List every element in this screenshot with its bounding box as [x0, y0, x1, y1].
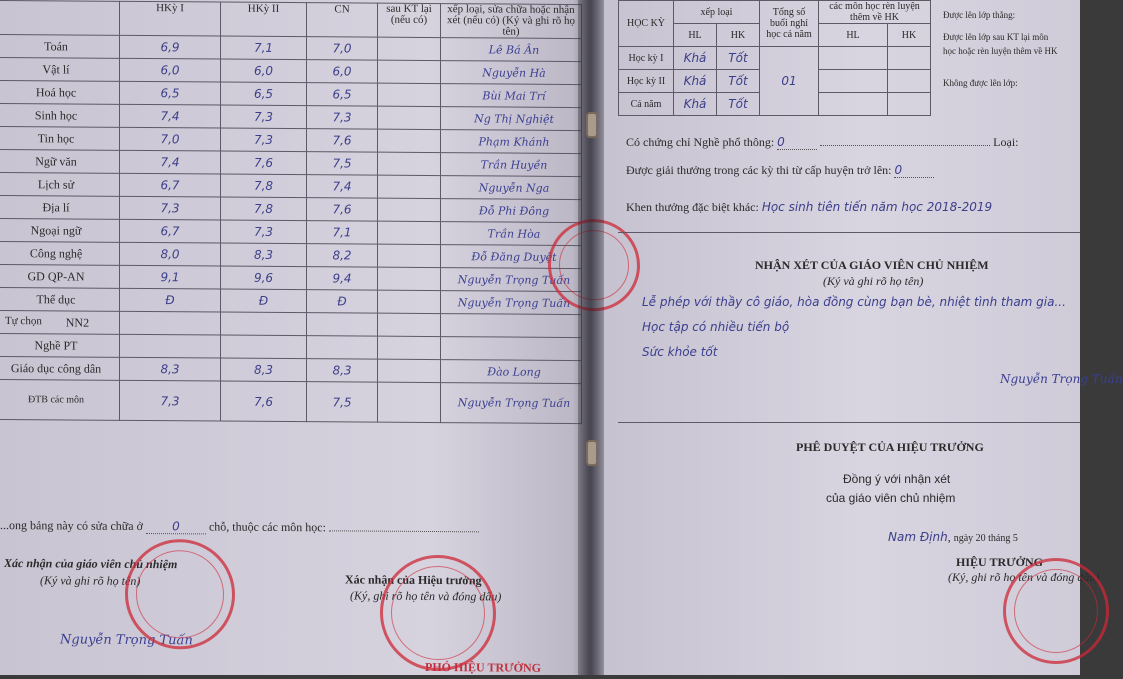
- retest-cell: [378, 83, 441, 106]
- grade-hk2: 8,3: [221, 243, 307, 267]
- grade-hk2: 7,3: [221, 105, 307, 129]
- retest-cell: [378, 60, 441, 83]
- grade-hk1: 6,0: [120, 58, 221, 82]
- grade-hk1: 7,4: [120, 104, 221, 128]
- correction-line: [0, 518, 479, 536]
- col-hk2: HKỳ II: [221, 2, 307, 37]
- school-seal-stamp: [1003, 558, 1109, 664]
- subject-name: Ngữ văn: [0, 149, 120, 173]
- grade-cn: 7,3: [307, 106, 378, 129]
- grade-hk2: 7,3: [221, 128, 307, 152]
- right-page: [598, 0, 1123, 675]
- grade-hk1: 8,3: [120, 357, 221, 381]
- teacher-signature: Nguyễn Trọng Tuấn: [441, 291, 582, 315]
- principal-confirm-title: Xác nhận của Hiệu trưởng: [345, 572, 482, 588]
- col-subject: [0, 0, 120, 35]
- principal-hint: (Ký, ghi rõ họ tên và đóng dấu): [948, 570, 1100, 584]
- col-semester: HỌC KỲ: [619, 1, 674, 47]
- special-award-label: Khen thưởng đặc biệt khác:: [626, 200, 759, 214]
- school-seal-stamp: [380, 555, 496, 672]
- subject-name: Tin học: [0, 126, 120, 150]
- col-retest: sau KT lại (nếu có): [378, 3, 441, 37]
- award-value: 0: [894, 163, 934, 178]
- promotion-line: Được lên lớp thẳng:: [943, 10, 1016, 20]
- elective-item: Nghề PT: [0, 333, 120, 357]
- grade-hk2: 6,5: [221, 82, 307, 106]
- teacher-signature: Đào Long: [441, 360, 582, 384]
- certificate-type-label: Loại:: [993, 135, 1019, 149]
- section-divider: [618, 422, 1080, 423]
- teacher-signature: Nguyễn Trọng Tuấn: [441, 268, 582, 292]
- dtb-label: ĐTB các môn: [0, 379, 120, 420]
- subject-name: Thể dục: [0, 287, 120, 311]
- grade-hk2: 6,0: [221, 59, 307, 83]
- subject-name: GD QP-AN: [0, 264, 120, 288]
- staple: [586, 440, 598, 466]
- special-award-value: Học sinh tiên tiến năm học 2018-2019: [761, 200, 993, 214]
- dtb-cn: 7,5: [307, 382, 378, 422]
- grade-hk2: 7,8: [221, 197, 307, 221]
- certificate-value: 0: [777, 135, 817, 150]
- grade-hk1: 6,7: [120, 173, 221, 197]
- vice-principal-title: PHÓ HIỆU TRƯỞNG: [425, 659, 542, 675]
- teacher-signature: Nguyễn Nga: [441, 176, 582, 200]
- grade-hk1: 6,7: [120, 219, 221, 243]
- grade-cn: 7,1: [307, 221, 378, 244]
- col-extra-training: các môn học rèn luyện thêm về HK: [819, 1, 931, 24]
- grade-cn: Đ: [307, 290, 378, 313]
- semester-hl: Khá: [674, 70, 717, 93]
- grades-header-row: [0, 0, 582, 38]
- col-hk1: HKỳ I: [120, 1, 221, 36]
- approval-line: của giáo viên chủ nhiệm: [826, 491, 956, 505]
- grade-hk2: Đ: [221, 289, 307, 313]
- grade-cn: 7,4: [307, 175, 378, 198]
- gvcn-comment-heading: NHẬN XÉT CỦA GIÁO VIÊN CHỦ NHIỆM: [755, 258, 989, 272]
- teacher-signature: Trần Hòa: [441, 222, 582, 246]
- grade-cn: 7,0: [307, 37, 378, 60]
- correction-count: 0: [146, 519, 206, 534]
- col-classification: xếp loại: [674, 1, 760, 24]
- subject-name: Sinh học: [0, 103, 120, 127]
- elective-title: Tự chọn: [5, 314, 42, 327]
- col-hk-2: HK: [888, 24, 931, 47]
- elective-label: [0, 310, 120, 334]
- teacher-signature: Nguyễn Hà: [441, 61, 582, 85]
- semester-name: Cả năm: [619, 93, 674, 116]
- subject-name: Địa lí: [0, 195, 120, 219]
- dtb-row: [0, 379, 582, 423]
- semester-hl: Khá: [674, 93, 717, 116]
- subject-name: Vật lí: [0, 57, 120, 81]
- promotion-box: [943, 8, 1080, 90]
- teacher-signature: Đỗ Phi Đông: [441, 199, 582, 223]
- approval-heading: PHÊ DUYỆT CỦA HIỆU TRƯỞNG: [796, 440, 984, 454]
- grade-hk1: 7,0: [120, 127, 221, 151]
- section-divider: [618, 232, 1080, 233]
- retest-cell: [378, 290, 441, 313]
- grade-hk1: 6,5: [120, 81, 221, 105]
- grade-cn: 7,5: [307, 152, 378, 175]
- absence-count: 01: [760, 47, 819, 116]
- special-award-line: [626, 200, 992, 215]
- subject-name: Giáo dục công dân: [0, 356, 120, 380]
- grade-hk2: 7,1: [221, 36, 307, 60]
- gvcn-signature: Nguyễn Trọng Tuấn: [60, 632, 193, 649]
- retest-cell: [378, 359, 441, 382]
- semester-name: Học kỳ I: [619, 47, 674, 70]
- subject-name: Công nghệ: [0, 241, 120, 265]
- promotion-line: Được lên lớp sau KT lại môn: [943, 32, 1049, 42]
- dtb-hk1: 7,3: [120, 380, 221, 421]
- teacher-signature: Bùi Mai Trí: [441, 84, 582, 108]
- grades-table: [0, 0, 582, 424]
- approval-line: Đồng ý với nhận xét: [843, 472, 951, 486]
- retest-cell: [378, 37, 441, 60]
- subject-name: Ngoại ngữ: [0, 218, 120, 242]
- certificate-label: Có chứng chỉ Nghề phổ thông:: [626, 135, 775, 149]
- grade-hk1: 7,3: [120, 196, 221, 220]
- grade-cn: 8,3: [307, 359, 378, 382]
- gvcn-confirm-title: Xác nhận của giáo viên chủ nhiệm: [4, 556, 178, 572]
- certificate-line: [626, 135, 1018, 150]
- grade-hk1: 6,9: [120, 35, 221, 59]
- col-cn: CN: [307, 3, 378, 37]
- grade-hk2: 7,6: [221, 151, 307, 175]
- place-date-line: Nam Định, ngày 20 tháng 5: [888, 530, 1018, 544]
- col-hk: HK: [717, 24, 760, 47]
- teacher-signature: Đỗ Đăng Duyệt: [441, 245, 582, 269]
- teacher-signature: Lê Bá Ân: [441, 38, 582, 62]
- semester-name: Học kỳ II: [619, 70, 674, 93]
- semester-hk: Tốt: [717, 70, 760, 93]
- comment-line: Học tập có nhiều tiến bộ: [642, 320, 790, 334]
- grade-cn: 7,6: [307, 198, 378, 221]
- subject-name: Lịch sử: [0, 172, 120, 196]
- grade-hk2: 9,6: [221, 266, 307, 290]
- semester-hl: Khá: [674, 47, 717, 70]
- award-line: [626, 163, 934, 178]
- promotion-line: học hoặc rèn luyện thêm về HK: [943, 46, 1058, 56]
- grade-cn: 7,6: [307, 129, 378, 152]
- date-label: ngày 20 tháng 5: [953, 533, 1018, 544]
- comment-line: Sức khỏe tốt: [642, 345, 718, 359]
- grade-hk1: 9,1: [120, 265, 221, 289]
- grade-hk2: 7,3: [221, 220, 307, 244]
- grade-hk2: 8,3: [221, 358, 307, 382]
- grade-cn: 8,2: [307, 244, 378, 267]
- grade-cn: 6,0: [307, 60, 378, 83]
- correction-suffix: chỗ, thuộc các môn học:: [208, 519, 326, 535]
- semester-table: [618, 0, 931, 116]
- promotion-line: Không được lên lớp:: [943, 78, 1018, 88]
- correction-text: ...ong bảng này có sửa chữa ở: [0, 518, 143, 533]
- teacher-signature: Trần Huyền: [441, 153, 582, 177]
- retest-cell: [378, 221, 441, 244]
- grade-hk1: Đ: [120, 288, 221, 312]
- staple: [586, 112, 598, 138]
- retest-cell: [378, 198, 441, 221]
- retest-cell: [378, 267, 441, 290]
- grade-cn: 6,5: [307, 83, 378, 106]
- col-teacher-sign: xếp loại, sửa chữa hoặc nhận xét (nếu có) (Ký và ghi rõ họ tên): [441, 4, 582, 39]
- table-row: [619, 47, 931, 70]
- principal-confirm-hint: (Ký, ghi rõ họ tên và đóng dấu): [350, 588, 502, 604]
- grade-cn: 9,4: [307, 267, 378, 290]
- col-hl-2: HL: [819, 24, 888, 47]
- teacher-signature: Ng Thị Nghiệt: [441, 107, 582, 131]
- gvcn-right-signature: Nguyễn Trọng Tuấn: [1000, 372, 1123, 386]
- gvcn-confirm-hint: (Ký và ghi rõ họ tên): [40, 573, 141, 588]
- retest-cell: [378, 152, 441, 175]
- semester-hk: Tốt: [717, 47, 760, 70]
- retest-cell: [378, 175, 441, 198]
- comment-line: Lễ phép với thầy cô giáo, hòa đồng cùng bạn bè, nhiệt tình tham gia...: [642, 295, 1066, 309]
- principal-title: HIỆU TRƯỞNG: [956, 555, 1044, 569]
- semester-header-row: [619, 1, 931, 24]
- dtb-hk2: 7,6: [221, 381, 307, 422]
- gvcn-comment-hint: (Ký và ghi rõ họ tên): [823, 274, 924, 288]
- col-absences: Tổng số buổi nghỉ học cả năm: [760, 1, 819, 47]
- award-label: Được giải thưởng trong các kỳ thi từ cấp huyện trở lên:: [626, 163, 892, 177]
- elective-item: NN2: [65, 314, 90, 330]
- grade-hk2: 7,8: [221, 174, 307, 198]
- grade-hk1: 8,0: [120, 242, 221, 266]
- col-hl: HL: [674, 24, 717, 47]
- correction-blank: [329, 530, 479, 532]
- subject-name: Hoá học: [0, 80, 120, 104]
- retest-cell: [378, 244, 441, 267]
- teacher-signature: Phạm Khánh: [441, 130, 582, 154]
- semester-hk: Tốt: [717, 93, 760, 116]
- retest-cell: [378, 106, 441, 129]
- dtb-signature: Nguyễn Trọng Tuấn: [441, 383, 582, 424]
- place-name: Nam Định: [888, 530, 948, 544]
- school-seal-stamp: [125, 539, 235, 650]
- subject-name: Toán: [0, 34, 120, 58]
- grade-hk1: 7,4: [120, 150, 221, 174]
- retest-cell: [378, 129, 441, 152]
